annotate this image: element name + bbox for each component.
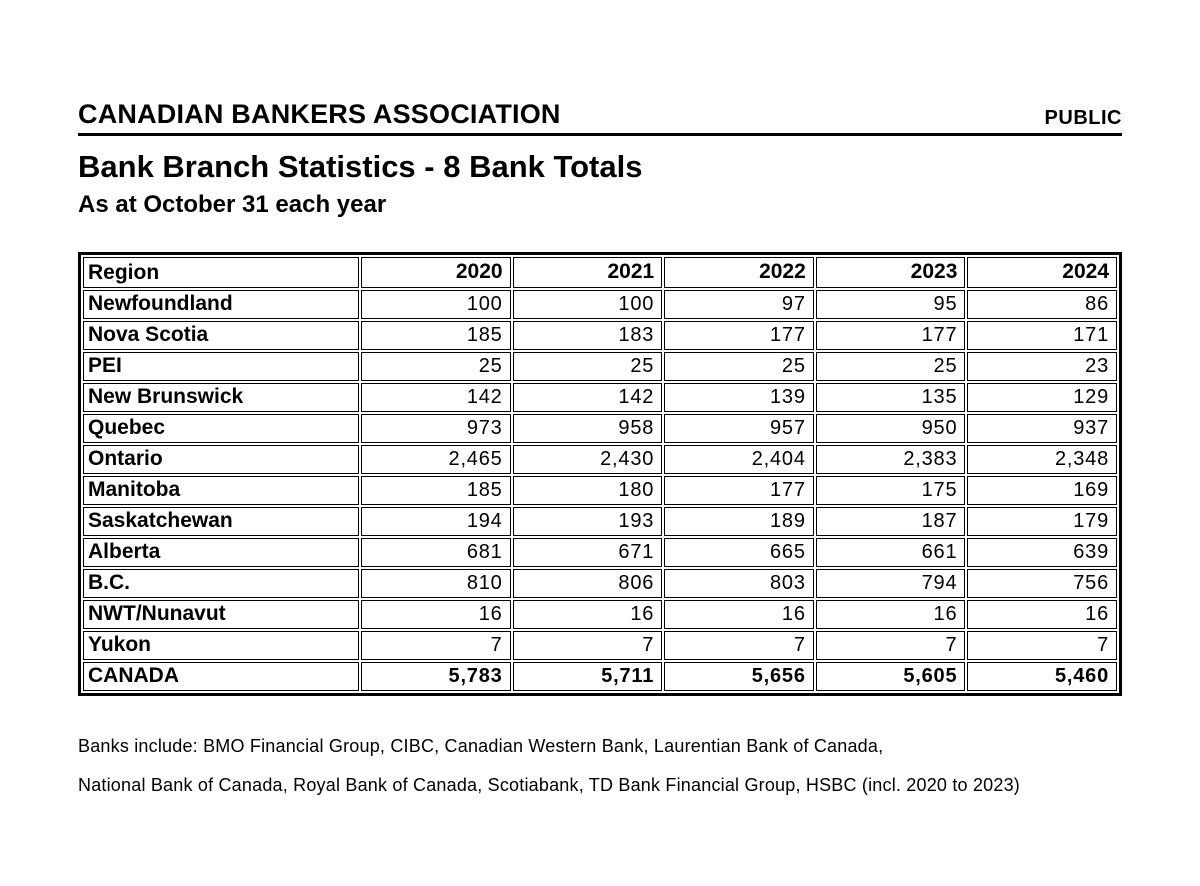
value-cell: 803	[664, 569, 814, 598]
region-cell: CANADA	[83, 662, 359, 691]
region-cell: NWT/Nunavut	[83, 600, 359, 629]
footnote-line-1: Banks include: BMO Financial Group, CIBC, Canadian Western Bank, Laurentian Bank of Canada,	[78, 736, 884, 757]
table-row	[83, 507, 1117, 536]
value-cell: 950	[816, 414, 966, 443]
value-cell: 142	[513, 383, 663, 412]
value-cell: 194	[361, 507, 511, 536]
value-cell: 185	[361, 476, 511, 505]
table-row	[83, 321, 1117, 350]
table-row	[83, 383, 1117, 412]
value-cell: 175	[816, 476, 966, 505]
value-cell: 5,605	[816, 662, 966, 691]
value-cell: 185	[361, 321, 511, 350]
region-cell: New Brunswick	[83, 383, 359, 412]
table-row	[83, 352, 1117, 381]
org-name: CANADIAN BANKERS ASSOCIATION	[78, 99, 561, 129]
footnote	[78, 736, 1122, 796]
value-cell: 5,783	[361, 662, 511, 691]
masthead	[78, 101, 1122, 136]
value-cell: 86	[967, 290, 1117, 319]
page-subtitle: As at October 31 each year	[78, 190, 387, 218]
table-row	[83, 414, 1117, 443]
value-cell: 806	[513, 569, 663, 598]
value-cell: 810	[361, 569, 511, 598]
table-row	[83, 600, 1117, 629]
value-cell: 25	[816, 352, 966, 381]
table-row	[83, 631, 1117, 660]
value-cell: 100	[361, 290, 511, 319]
region-cell: Ontario	[83, 445, 359, 474]
value-cell: 7	[967, 631, 1117, 660]
value-cell: 958	[513, 414, 663, 443]
value-cell: 7	[664, 631, 814, 660]
value-cell: 189	[664, 507, 814, 536]
value-cell: 661	[816, 538, 966, 567]
region-cell: B.C.	[83, 569, 359, 598]
table-row	[83, 445, 1117, 474]
value-cell: 7	[513, 631, 663, 660]
table-row	[83, 569, 1117, 598]
value-cell: 177	[664, 321, 814, 350]
value-cell: 16	[816, 600, 966, 629]
value-cell: 16	[513, 600, 663, 629]
value-cell: 25	[513, 352, 663, 381]
table-row	[83, 290, 1117, 319]
table-row	[83, 662, 1117, 691]
value-cell: 135	[816, 383, 966, 412]
region-cell: Yukon	[83, 631, 359, 660]
value-cell: 16	[967, 600, 1117, 629]
value-cell: 2,348	[967, 445, 1117, 474]
value-cell: 97	[664, 290, 814, 319]
value-cell: 665	[664, 538, 814, 567]
value-cell: 129	[967, 383, 1117, 412]
value-cell: 95	[816, 290, 966, 319]
value-cell: 5,711	[513, 662, 663, 691]
value-cell: 5,656	[664, 662, 814, 691]
value-cell: 671	[513, 538, 663, 567]
column-header-year: 2020	[361, 257, 511, 288]
value-cell: 5,460	[967, 662, 1117, 691]
value-cell: 16	[664, 600, 814, 629]
branch-statistics-table	[78, 252, 1122, 696]
value-cell: 7	[361, 631, 511, 660]
column-header-year: 2024	[967, 257, 1117, 288]
value-cell: 973	[361, 414, 511, 443]
value-cell: 179	[967, 507, 1117, 536]
value-cell: 193	[513, 507, 663, 536]
value-cell: 100	[513, 290, 663, 319]
value-cell: 187	[816, 507, 966, 536]
region-cell: Newfoundland	[83, 290, 359, 319]
table-row	[83, 476, 1117, 505]
value-cell: 169	[967, 476, 1117, 505]
value-cell: 180	[513, 476, 663, 505]
value-cell: 794	[816, 569, 966, 598]
page-title: Bank Branch Statistics - 8 Bank Totals	[78, 149, 643, 184]
value-cell: 183	[513, 321, 663, 350]
column-header-year: 2021	[513, 257, 663, 288]
region-cell: Alberta	[83, 538, 359, 567]
value-cell: 177	[816, 321, 966, 350]
value-cell: 139	[664, 383, 814, 412]
column-header-region: Region	[83, 257, 359, 288]
value-cell: 2,430	[513, 445, 663, 474]
value-cell: 16	[361, 600, 511, 629]
classification-label: PUBLIC	[1044, 107, 1122, 129]
value-cell: 681	[361, 538, 511, 567]
value-cell: 957	[664, 414, 814, 443]
value-cell: 2,383	[816, 445, 966, 474]
table-header-row	[83, 257, 1117, 288]
region-cell: Saskatchewan	[83, 507, 359, 536]
value-cell: 756	[967, 569, 1117, 598]
region-cell: Quebec	[83, 414, 359, 443]
value-cell: 177	[664, 476, 814, 505]
value-cell: 2,404	[664, 445, 814, 474]
value-cell: 142	[361, 383, 511, 412]
value-cell: 7	[816, 631, 966, 660]
region-cell: Manitoba	[83, 476, 359, 505]
value-cell: 25	[361, 352, 511, 381]
region-cell: Nova Scotia	[83, 321, 359, 350]
value-cell: 937	[967, 414, 1117, 443]
column-header-year: 2022	[664, 257, 814, 288]
value-cell: 25	[664, 352, 814, 381]
table-row	[83, 538, 1117, 567]
stats-table-body	[83, 290, 1117, 691]
value-cell: 171	[967, 321, 1117, 350]
footnote-line-2: National Bank of Canada, Royal Bank of Canada, Scotiabank, TD Bank Financial Group, HSBC (incl. 2020 to 2023)	[78, 774, 1020, 795]
value-cell: 639	[967, 538, 1117, 567]
value-cell: 23	[967, 352, 1117, 381]
column-header-year: 2023	[816, 257, 966, 288]
region-cell: PEI	[83, 352, 359, 381]
value-cell: 2,465	[361, 445, 511, 474]
